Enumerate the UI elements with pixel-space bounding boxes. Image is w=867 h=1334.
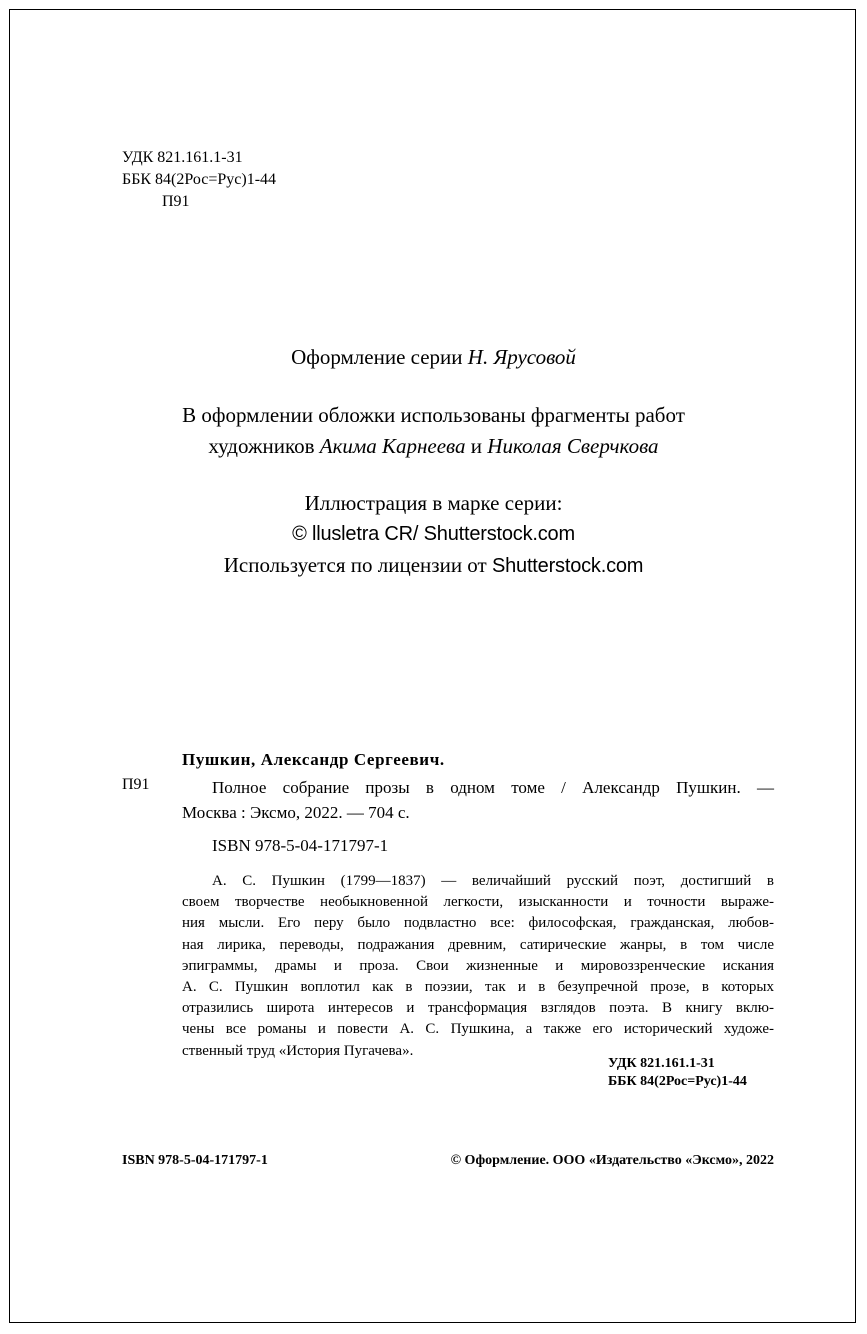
- license-source: Shutterstock.com: [491, 555, 644, 577]
- catalog-title-line: Полное собрание прозы в одном томе / Александр Пушкин. —: [212, 778, 774, 797]
- catalog-mark: П91: [122, 776, 150, 793]
- annotation-line: отразились широта интересов и трансформация взглядов поэта. В книгу вклю-: [182, 1000, 774, 1017]
- cover-credit-line2: [0, 431, 867, 462]
- author-mark: П91: [162, 193, 190, 210]
- annotation-line: А. С. Пушкин (1799—1837) — величайший русский поэт, достигший в: [212, 873, 774, 889]
- footer-isbn: ISBN 978-5-04-171797-1: [122, 1153, 268, 1168]
- catalog-isbn: ISBN 978-5-04-171797-1: [212, 836, 389, 855]
- cover-credit-line1: В оформлении обложки использованы фрагменты работ: [182, 403, 685, 427]
- artist-name: Николая Сверчкова: [487, 434, 659, 458]
- cover-design-credit: [0, 400, 867, 462]
- illustration-credit: [0, 488, 867, 582]
- catalog-imprint-line: Москва : Эксмо, 2022. — 704 с.: [182, 803, 410, 822]
- illustration-copyright: © llusletra CR/ Shutterstock.com: [292, 523, 575, 545]
- illustration-title: Иллюстрация в марке серии:: [304, 491, 563, 515]
- annotation-line: чены все романы и повести А. С. Пушкина, а также его исторический художе-: [182, 1021, 774, 1038]
- annotation-line: эпиграммы, драмы и проза. Свои жизненные и мировоззренческие искания: [182, 957, 774, 974]
- series-design-credit: [0, 342, 867, 373]
- conjunction: и: [470, 434, 483, 458]
- annotation-line: ственный труд «История Пугачева».: [182, 1042, 414, 1059]
- license-line: [0, 550, 867, 582]
- series-designer-name: Н. Ярусовой: [467, 345, 576, 369]
- artists-label: художников: [208, 434, 315, 458]
- udk-code: УДК 821.161.1-31: [608, 1056, 715, 1071]
- annotation: [182, 871, 774, 1062]
- artist-name: Акима Карнеева: [319, 434, 466, 458]
- catalog-author: Пушкин, Александр Сергеевич.: [182, 750, 445, 769]
- bbk-code: ББК 84(2Рос=Рус)1-44: [608, 1074, 747, 1089]
- udk-code: УДК 821.161.1-31: [122, 149, 243, 166]
- classification-codes: [122, 147, 276, 213]
- footer-copyright: © Оформление. ООО «Издательство «Эксмо», 2022: [450, 1153, 774, 1168]
- bbk-code: ББК 84(2Рос=Рус)1-44: [122, 171, 277, 188]
- annotation-line: своем творчестве необыкновенной легкости, изысканности и точности выраже-: [182, 894, 774, 911]
- catalog-codes: [608, 1055, 747, 1091]
- annotation-line: ния мысли. Его перу было подвластно все: философская, гражданская, любов-: [182, 915, 774, 932]
- annotation-line: ная лирика, переводы, подражания древним, сатирические жанры, в том числе: [182, 936, 774, 953]
- annotation-line: А. С. Пушкин воплотил как в поэзии, так и в безупречной прозе, в которых: [182, 979, 774, 996]
- series-design-label: Оформление серии: [291, 345, 463, 369]
- license-label: Используется по лицензии от: [223, 553, 487, 577]
